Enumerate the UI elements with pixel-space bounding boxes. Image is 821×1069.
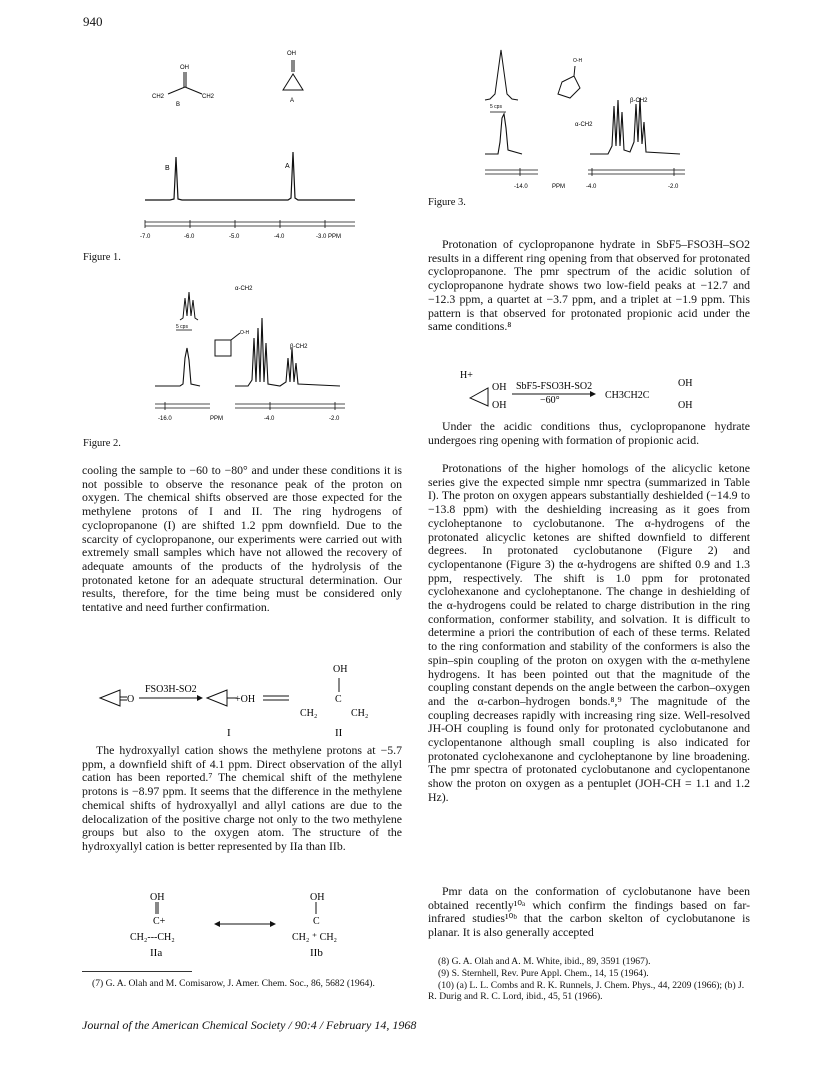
axis-tick: -5.0 <box>229 234 240 240</box>
beta-label: β-CH2 <box>630 98 648 104</box>
label-IIa: IIa <box>150 947 163 959</box>
alpha-label: α-CH2 <box>575 122 593 128</box>
peak-b-label: B <box>165 165 170 172</box>
h-plus-label: H+ <box>460 370 473 381</box>
reagent-label: FSO3H-SO2 <box>145 684 197 695</box>
inset-trace <box>485 50 518 100</box>
spectrum-trace <box>235 318 340 386</box>
scheme-resonance <box>120 888 380 960</box>
peak-a-label: A <box>285 163 290 170</box>
axis-tick: -2.0 <box>668 184 679 190</box>
struct-a-label: A <box>290 98 295 104</box>
beta-label: β-CH2 <box>290 344 308 350</box>
oh-label: O-H <box>240 330 250 336</box>
footnote-rule <box>82 971 192 972</box>
alpha-label: α-CH2 <box>235 286 253 292</box>
right-paragraph-2: Under the acidic conditions thus, cyclopropanone hydrate undergoes ring opening with formation of propionic acid. <box>428 419 750 447</box>
footnote-7: (7) G. A. Olah and M. Comisarow, J. Amer. Chem. Soc., 86, 5682 (1964). <box>92 978 375 989</box>
axis-tick: -2.0 <box>329 416 340 422</box>
footnote-10: (10) (a) L. L. Combs and R. K. Runnels, J. Chem. Phys., 44, 2209 (1966); (b) J. R. Durig and R. C. Lord, ibid., 45, 51 (1966). <box>428 980 745 1003</box>
axis-tick: -16.0 <box>158 416 172 422</box>
page-number: 940 <box>83 14 103 29</box>
cyclobutanone-structure <box>215 333 240 356</box>
footnote-9: (9) S. Sternhell, Rev. Pure Appl. Chem., 14, 15 (1964). <box>438 968 649 979</box>
svg-text:C: C <box>313 916 320 927</box>
inset-trace <box>180 292 198 320</box>
oh-b: OH <box>310 892 325 903</box>
plus-oh-label: +OH <box>235 694 256 705</box>
svg-text:C+: C+ <box>153 916 166 927</box>
svg-text:OH: OH <box>678 400 693 410</box>
figure-1-caption: Figure 1. <box>83 252 121 263</box>
svg-text:C: C <box>335 694 342 705</box>
spectrum-trace <box>590 98 680 154</box>
figure-3 <box>480 42 735 194</box>
structure-a <box>283 60 303 90</box>
svg-text:OH: OH <box>678 378 693 389</box>
scale-label: 5 cps <box>176 324 188 330</box>
ch2-label-right: CH2 <box>202 94 215 100</box>
axis-tick: -4.0 <box>586 184 597 190</box>
cyclopentanone-structure <box>558 66 580 98</box>
left-paragraph-1: cooling the sample to −60 to −80° and under these conditions it is not possible to observe the resonance peak of the proton on oxygen. The chemical shifts observed are those expected for the methylene protons of I and II. The ring hydrogens of cyclopropanone (I) are shifted 1.2 ppm downfield. Due to the scarcity of cyclopropanone, our experiments were carried out with extremely small samples which have not allowed the recovery of adequate amounts of the products of the hydrolysis of the protonated ketone for an adequate structural determination. Our results, therefore, for the time being must be considered only tentative and need further confirmation. <box>82 463 402 615</box>
svg-text:CH₂---CH₂: CH₂---CH₂ <box>130 932 175 943</box>
scheme-cyclopropanone <box>95 660 400 740</box>
scale-label: 5 cps <box>490 104 502 110</box>
svg-text:OH: OH <box>492 382 507 393</box>
svg-text:CH₂: CH₂ <box>300 708 318 719</box>
oh-label: OH <box>180 65 189 71</box>
svg-text:CH₂: CH₂ <box>351 708 369 719</box>
oh-label-a: OH <box>287 51 296 57</box>
reagent-label: SbF5-FSO3H-SO2 <box>516 381 593 392</box>
journal-footer: Journal of the American Chemical Society / 90:4 / February 14, 1968 <box>82 1018 417 1032</box>
right-paragraph-3: Protonations of the higher homologs of the alicyclic ketone series give the expected simple nmr spectra (summarized in Table I). The proton on oxygen appears substantially deshielded (−14.9 to −13.8 ppm) with the deshielding increasing as it goes from cycloheptanone to cyclobutanone. The α-hydrogens of the protonated alicyclic ketones are shifted downfield to different degrees. In protonated cyclobutanone (Figure 2) and cyclopentanone (Figure 3) the α-hydrogens are shifted 0.9 and 1.3 ppm, respectively. The shift is 1.0 ppm for protonated cyclohexanone and cycloheptanone. The change in deshielding of the α-hydrogens could be related to charge distribution in the ring conformation, conformer stability, and solvation. It is difficult to determine a priori the contribution of each of these terms. Related to the ring conformation and stability of the conformers is also the spin–spin coupling of the proton on oxygen with the α-methylene hydrogens. It has been pointed out that the magnitude of the coupling constant depends on the angle between the carbon–oxygen and the α-carbon–hydrogen bonds.⁸,⁹ The magnitude of the coupling decreases rapidly with increasing ring size. Well-resolved JH-OH coupling is found only for protonated cyclobutanone and cyclopentanone although small coupling is also indicated for protonated cyclohexanone and cycloheptanone by line broadening. The pmr spectra of protonated cyclobutanone and cyclopentanone show the proton on oxygen as a pentuplet (JOH-CH = 1.1 and 1.2 Hz). <box>428 461 750 804</box>
oh-label: OH <box>333 664 348 675</box>
axis-tick: -3.0 PPM <box>316 234 342 240</box>
spectrum-trace <box>145 152 355 200</box>
left-paragraph-2: The hydroxyallyl cation shows the methylene protons at −5.7 ppm, a downfield shift of 4.1 ppm. Direct observation of the allyl cation has been reported.⁷ The chemical shift of the methylene protons is −8.97 ppm. It seems that the difference in the methylene chemical shifts of hydroxyallyl and allyl cations are due to the delocalization of the positive charge not only to the two methylene groups but also to the oxygen atom. The structure of the hydroxyallyl cation is better represented by IIa than IIb. <box>82 743 402 853</box>
svg-text:CH₂ ⁺ CH₂: CH₂ ⁺ CH₂ <box>292 932 338 943</box>
ppm-label: PPM <box>552 184 566 190</box>
scheme-hydrate <box>460 368 740 410</box>
svg-text:O: O <box>127 694 135 705</box>
axis-tick: -4.0 <box>264 416 275 422</box>
footnote-8: (8) G. A. Olah and A. M. White, ibid., 89, 3591 (1967). <box>438 956 651 967</box>
oh-a: OH <box>150 892 165 903</box>
figure-2-caption: Figure 2. <box>83 438 121 449</box>
product-label: CH3CH2C <box>605 390 650 401</box>
struct-b-label: B <box>176 102 181 108</box>
label-II: II <box>335 727 343 739</box>
axis-tick: -4.0 <box>274 234 285 240</box>
figure-2 <box>140 278 365 428</box>
temp-label: −60° <box>540 395 560 406</box>
axis <box>155 402 345 410</box>
axis-tick: -7.0 <box>140 234 151 240</box>
oh-trace <box>485 114 522 154</box>
ppm-label: PPM <box>210 416 224 422</box>
axis-tick: -6.0 <box>184 234 195 240</box>
right-paragraph-1: Protonation of cyclopropanone hydrate in SbF5–FSO3H–SO2 results in a different ring opening from that observed for protonated cyclopropanone. The pmr spectrum of the acidic solution of cyclopropanone hydrate shows two low-field peaks at −12.7 and −12.3 ppm, a quartet at −3.7 ppm, and a triplet at −1.9 ppm. This pattern is that observed for protonated propionic acid under the same conditions.⁸ <box>428 237 750 334</box>
oh-trace <box>155 348 200 386</box>
axis <box>485 168 685 176</box>
oh-mark: O-H <box>573 58 583 64</box>
ch2-label: CH2 <box>152 94 165 100</box>
axis <box>145 220 355 228</box>
figure-1 <box>140 42 360 242</box>
label-IIb: IIb <box>310 947 323 959</box>
axis-tick: -14.0 <box>514 184 528 190</box>
figure-3-caption: Figure 3. <box>428 197 466 208</box>
svg-text:OH: OH <box>492 400 507 410</box>
label-I: I <box>227 727 231 739</box>
right-paragraph-4: Pmr data on the conformation of cyclobutanone have been obtained recently¹⁰ᵃ which confirm the findings based on far-infrared studies¹⁰ᵇ that the carbon skelton of cyclobutanone is planar. It is also generally accepted <box>428 884 750 940</box>
structure-b <box>168 72 202 94</box>
